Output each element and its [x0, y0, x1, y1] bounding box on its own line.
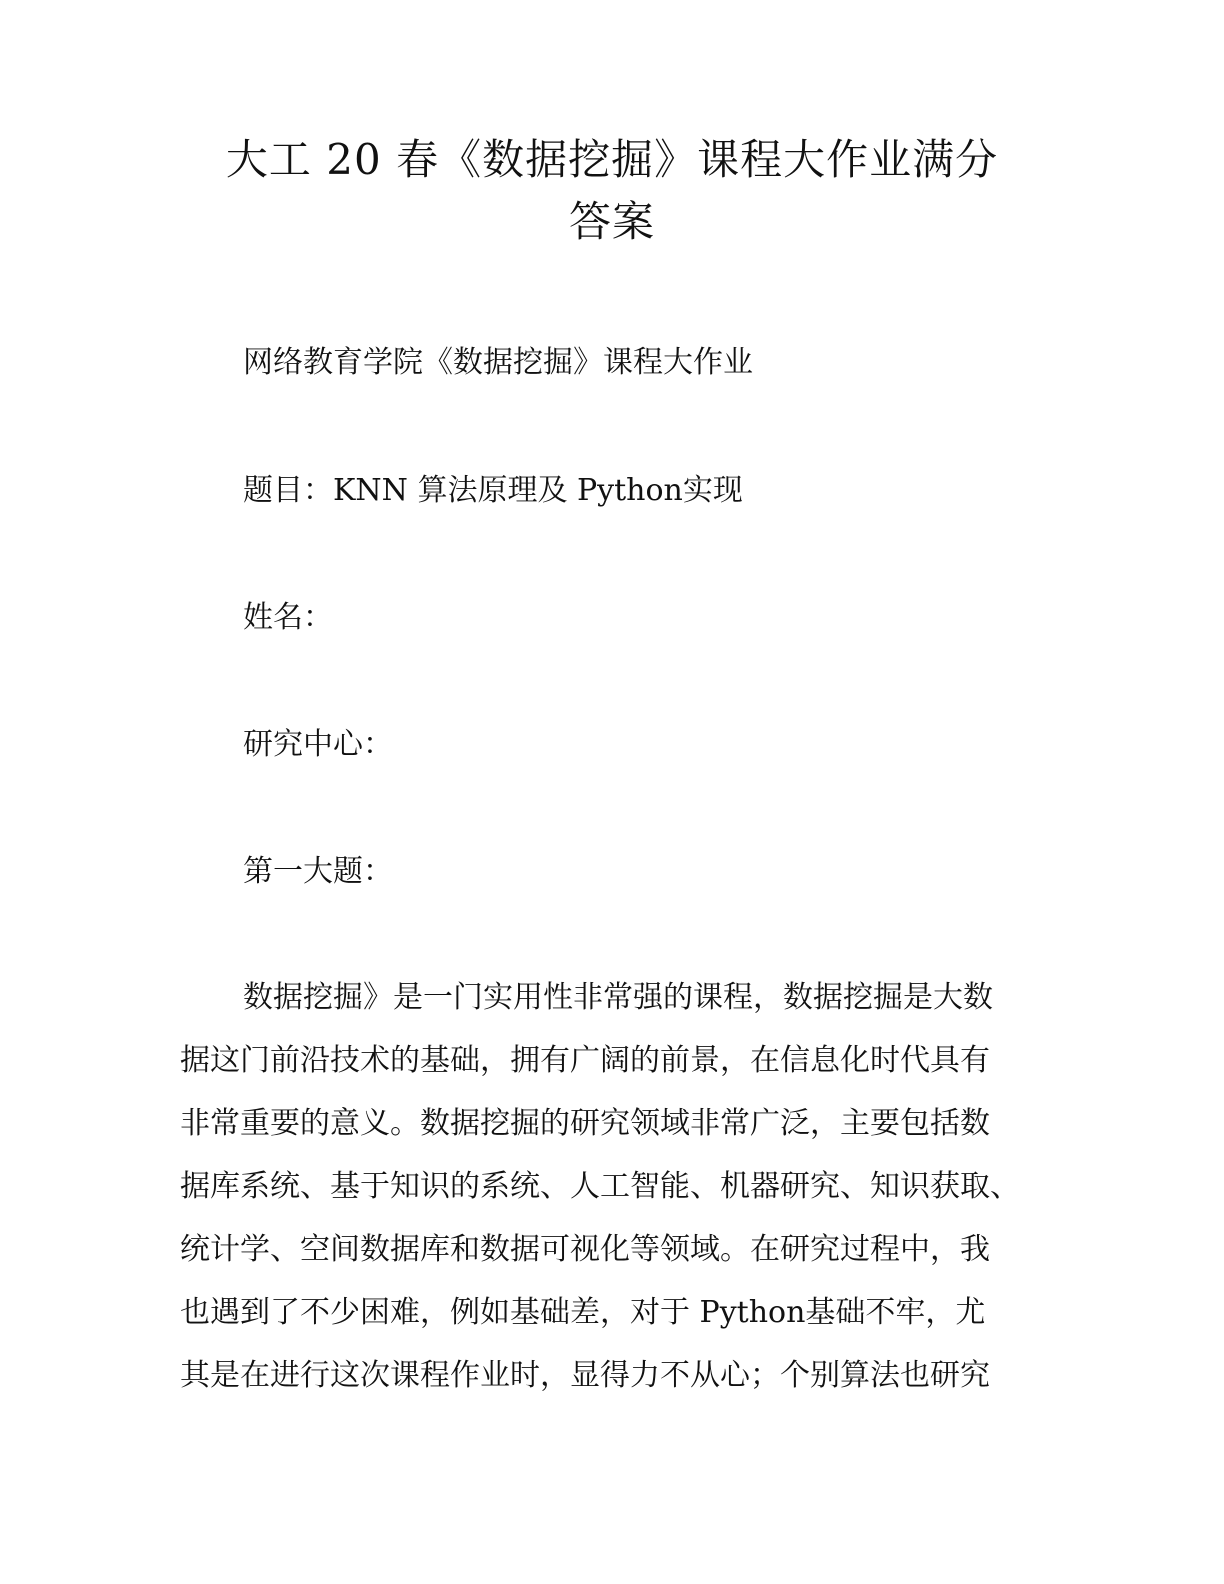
paragraph-line: 也遇到了不少困难，例如基础差，对于 Python基础不牢，尤 [180, 1295, 986, 1330]
section-heading: 第一大题： [243, 854, 393, 889]
course-heading: 网络教育学院《数据挖掘》课程大作业 [243, 345, 753, 380]
topic-line: 题目：KNN 算法原理及 Python实现 [243, 473, 743, 508]
paragraph-line: 非常重要的意义。数据挖掘的研究领域非常广泛，主要包括数 [180, 1106, 990, 1141]
paragraph-line: 数据挖掘》是一门实用性非常强的课程，数据挖掘是大数 [243, 980, 993, 1015]
paragraph-line: 据库系统、基于知识的系统、人工智能、机器研究、知识获取、 [180, 1169, 1020, 1204]
document-title-line-1: 大工 20 春《数据挖掘》课程大作业满分 [225, 135, 999, 184]
paragraph-line: 统计学、空间数据库和数据可视化等领域。在研究过程中，我 [180, 1232, 990, 1267]
name-field-label: 姓名： [243, 600, 333, 635]
paragraph-line: 其是在进行这次课程作业时，显得力不从心；个别算法也研究 [180, 1358, 990, 1393]
research-center-label: 研究中心： [243, 727, 393, 762]
document-title-line-2: 答案 [568, 197, 655, 246]
paragraph-line: 据这门前沿技术的基础，拥有广阔的前景，在信息化时代具有 [180, 1043, 990, 1078]
